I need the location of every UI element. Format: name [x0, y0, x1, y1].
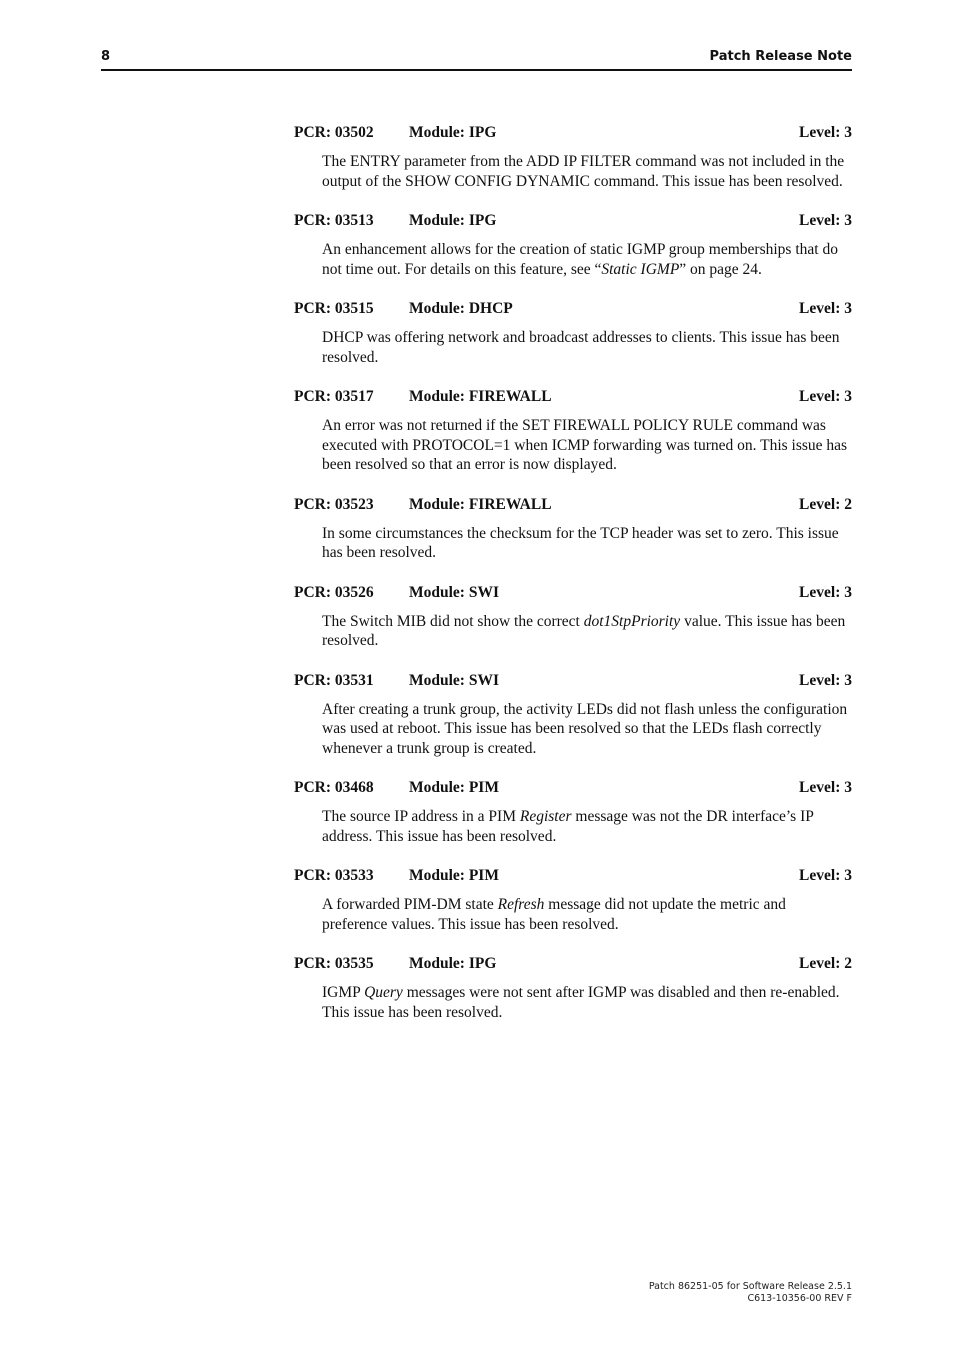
pcr-number: PCR: 03502: [294, 124, 374, 141]
pcr-number: PCR: 03531: [294, 671, 374, 689]
pcr-description-text: value. This issue has been resolved.: [322, 612, 846, 649]
pcr-entry: [294, 299, 852, 367]
pcr-entry: [294, 211, 852, 279]
pcr-entry: [294, 866, 852, 934]
pcr-description: [294, 807, 852, 846]
page-header: [101, 47, 852, 71]
pcr-module: Module: SWI: [409, 583, 499, 601]
pcr-number: PCR: 03468: [294, 779, 374, 796]
pcr-number: PCR: 03523: [294, 495, 374, 513]
pcr-description-text: message was not the DR interface’s IP address. This issue has been resolved.: [322, 808, 814, 845]
pcr-list: [294, 123, 852, 1042]
pcr-number: PCR: 03517: [294, 388, 374, 405]
pcr-description: [294, 524, 852, 563]
pcr-level: Level: 3: [799, 867, 852, 884]
pcr-description-emphasis: Static IGMP: [601, 260, 680, 278]
pcr-description: [294, 983, 852, 1022]
pcr-description-emphasis: Query: [364, 984, 403, 1001]
pcr-entry-heading: [294, 671, 852, 691]
pcr-description-text: DHCP was offering network and broadcast addresses to clients. This issue has been resolved.: [322, 329, 840, 366]
pcr-entry: [294, 671, 852, 759]
pcr-module: Module: PIM: [409, 867, 499, 884]
pcr-entry: [294, 495, 852, 563]
pcr-description-emphasis: Refresh: [497, 896, 545, 913]
pcr-entry: [294, 954, 852, 1022]
pcr-description: [294, 240, 852, 279]
pcr-entry-heading: [294, 778, 852, 798]
page-footer: [649, 1281, 852, 1305]
pcr-description: [294, 152, 852, 191]
pcr-entry-heading: [294, 866, 852, 886]
pcr-module: Module: IPG: [409, 212, 497, 229]
pcr-level: Level: 3: [799, 583, 852, 601]
pcr-entry-heading: [294, 211, 852, 231]
pcr-level: Level: 3: [799, 212, 852, 229]
pcr-module: Module: IPG: [409, 955, 497, 972]
pcr-level: Level: 3: [799, 779, 852, 796]
pcr-number: PCR: 03515: [294, 300, 374, 317]
pcr-entry: [294, 387, 852, 475]
pcr-module: Module: FIREWALL: [409, 495, 552, 513]
pcr-module: Module: DHCP: [409, 300, 513, 317]
pcr-description-emphasis: dot1StpPriority: [583, 612, 681, 630]
pcr-description-text: An enhancement allows for the creation of static IGMP group memberships that do not time out. For details on this feature, see “: [322, 241, 838, 278]
pcr-description: [294, 895, 852, 934]
pcr-level: Level: 3: [799, 388, 852, 405]
pcr-level: Level: 3: [799, 124, 852, 141]
pcr-level: Level: 2: [799, 955, 852, 972]
pcr-module: Module: SWI: [409, 671, 499, 689]
footer-patch-line: Patch 86251-05 for Software Release 2.5.1: [648, 1281, 852, 1292]
pcr-entry-heading: [294, 299, 852, 319]
pcr-description-text: IGMP: [322, 984, 365, 1001]
pcr-entry: [294, 123, 852, 191]
page-number: 8: [101, 49, 111, 64]
pcr-module: Module: FIREWALL: [409, 388, 552, 405]
pcr-description-text: message did not update the metric and preference values. This issue has been resolved.: [322, 896, 786, 933]
pcr-number: PCR: 03535: [294, 955, 374, 972]
pcr-entry-heading: [294, 387, 852, 407]
pcr-module: Module: PIM: [409, 779, 499, 796]
document-title: Patch Release Note: [709, 49, 852, 64]
pcr-number: PCR: 03533: [294, 867, 374, 884]
pcr-description-text: In some circumstances the checksum for the TCP header was set to zero. This issue has been resolved.: [322, 524, 839, 561]
pcr-level: Level: 2: [799, 495, 852, 513]
pcr-description-emphasis: Register: [519, 808, 572, 825]
pcr-description-text: messages were not sent after IGMP was disabled and then re-enabled. This issue has been resolved.: [322, 984, 840, 1021]
pcr-number: PCR: 03513: [294, 212, 374, 229]
pcr-description: [294, 612, 852, 651]
pcr-description: [294, 416, 852, 475]
pcr-level: Level: 3: [799, 671, 852, 689]
pcr-entry: [294, 583, 852, 651]
pcr-entry-heading: [294, 583, 852, 603]
pcr-description-text: The Switch MIB did not show the correct: [322, 612, 584, 630]
footer-revision-line: C613-10356-00 REV F: [747, 1293, 852, 1304]
pcr-entry-heading: [294, 954, 852, 974]
pcr-description-text: ” on page 24.: [679, 260, 762, 278]
pcr-number: PCR: 03526: [294, 583, 374, 601]
pcr-description-text: An error was not returned if the SET FIREWALL POLICY RULE command was executed with PROTOCOL=1 when ICMP forwarding was turned on. This issue has been resolved so that an error is now displayed.: [322, 417, 848, 473]
pcr-description-text: The ENTRY parameter from the ADD IP FILTER command was not included in the output of the SHOW CONFIG DYNAMIC command. This issue has been resolved.: [322, 153, 845, 190]
pcr-module: Module: IPG: [409, 124, 497, 141]
pcr-description-text: After creating a trunk group, the activity LEDs did not flash unless the configuration was used at reboot. This issue has been resolved so that the LEDs flash correctly whenever a trunk group is created.: [322, 700, 848, 757]
pcr-description: [294, 328, 852, 367]
pcr-level: Level: 3: [799, 300, 852, 317]
pcr-entry-heading: [294, 123, 852, 143]
pcr-description-text: A forwarded PIM-DM state: [322, 896, 498, 913]
pcr-entry-heading: [294, 495, 852, 515]
pcr-description: [294, 700, 852, 759]
pcr-entry: [294, 778, 852, 846]
pcr-description-text: The source IP address in a PIM: [322, 808, 520, 825]
